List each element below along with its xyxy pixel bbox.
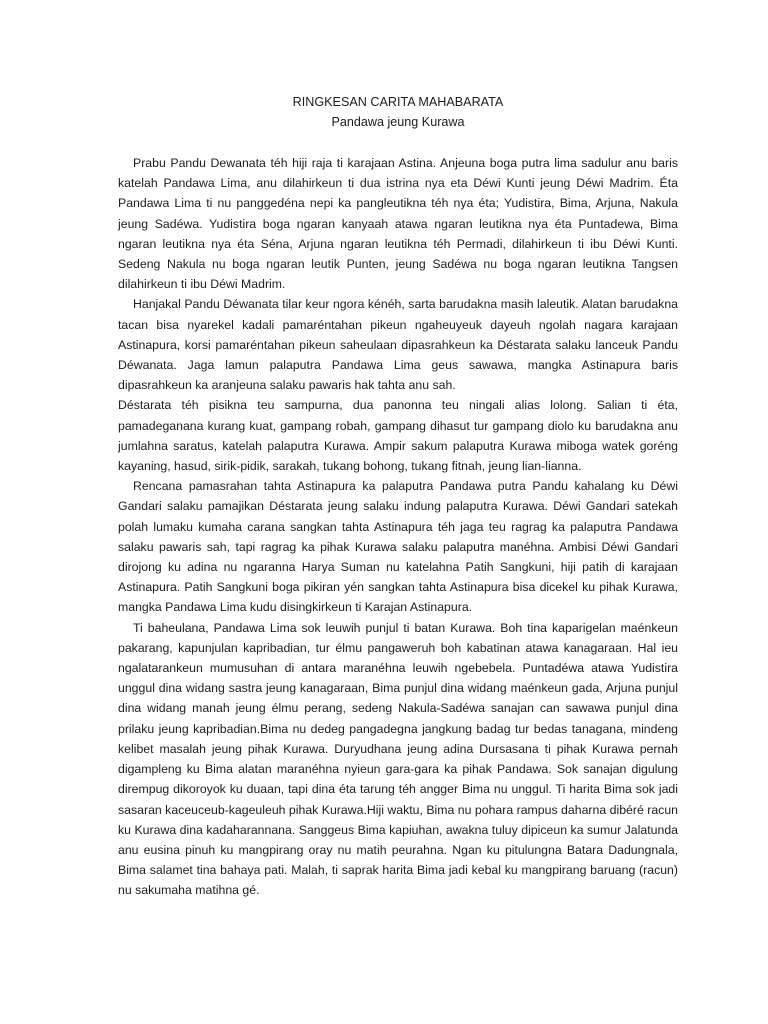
document-subtitle: Pandawa jeung Kurawa	[331, 115, 465, 129]
document-page	[118, 92, 678, 901]
paragraph-2: Hanjakal Pandu Déwanata tilar keur ngora kénéh, sarta barudakna masih laleutik. Alatan barudakna tacan bisa nyarekel kadali pamaréntahan pikeun ngaheuyeuk dayeuh ngolah nagara karajaan Astinapura, korsi pamaréntahan pikeun saheulaan dipasrahkeun ka Déstarata salaku lanceuk Pandu Déwanata. Jaga lamun palaputra Pandawa Lima geus sawawa, mangka Astinapura baris dipasrahkeun ka aranjeuna salaku pawaris hak tahta anu sah.	[118, 297, 678, 393]
paragraph-4: Rencana pamasrahan tahta Astinapura ka palaputra Pandawa putra Pandu kahalang ku Déwi Gandari salaku pamajikan Déstarata jeung salaku indung palaputra Kurawa. Déwi Gandari satekah polah lumaku kumaha carana sangkan tahta Astinapura téh jaga teu ragrag ka palaputra Pandawa salaku pawaris sah, tapi ragrag ka pihak Kurawa salaku palaputra manéhna. Ambisi Déwi Gandari dirojong ku adina nu ngaranna Harya Suman nu katelahna Patih Sangkuni, hiji patih di karajaan Astinapura. Patih Sangkuni boga pikiran yén sangkan tahta Astinapura bisa dicekel ku pihak Kurawa, mangka Pandawa Lima kudu disingkirkeun ti Karajan Astinapura.	[118, 479, 678, 615]
document-title: RINGKESAN CARITA MAHABARATA	[292, 95, 504, 109]
paragraph-1: Prabu Pandu Dewanata téh hiji raja ti karajaan Astina. Anjeuna boga putra lima sadulur anu baris katelah Pandawa Lima, anu dilahirkeun ti dua istrina nya eta Déwi Kunti jeung Déwi Madrim. Éta Pandawa Lima ti nu panggedéna nepi ka pangleutikna téh nya éta; Yudistira, Bima, Arjuna, Nakula jeung Sadéwa. Yudistira boga ngaran kanyaah atawa ngaran leutikna nya éta Puntadewa, Bima ngaran leutikna nya éta Séna, Arjuna ngaran leutikna téh Permadi, dilahirkeun ti ibu Déwi Kunti. Sedeng Nakula nu boga ngaran leutik Punten, jeung Sadéwa nu boga ngaran leutikna Tangsen dilahirkeun ti ibu Déwi Madrim.	[118, 156, 678, 292]
paragraph-3: Déstarata téh pisikna teu sampurna, dua panonna teu ningali alias lolong. Salian ti éta, pamadeganana kurang kuat, gampang robah, gampang dihasut tur gampang diolo ku barudakna anu jumlahna saratus, katelah palaputra Kurawa. Ampir sakum palaputra Kurawa miboga watek goréng kayaning, hasud, sirik-pidik, sarakah, tukang bohong, tukang fitnah, jeung lian-lianna.	[118, 398, 678, 474]
paragraph-5: Ti baheulana, Pandawa Lima sok leuwih punjul ti batan Kurawa. Boh tina kaparigelan maénkeun pakarang, kapunjulan kapribadian, tur élmu pangaweruh boh kabatinan atawa kanagaraan. Hal ieu ngalatarankeun mumusuhan di antara maranéhna leuwih ngebebela. Puntadéwa atawa Yudistira unggul dina widang sastra jeung kanagaraan, Bima punjul dina widang maénkeun gada, Arjuna punjul dina widang manah jeung élmu perang, sedeng Nakula-Sadéwa sanajan can sawawa punjul dina prilaku jeung kapribadian.Bima nu dedeg pangadegna jangkung badag tur bedas tanagana, mindeng kelibet masalah jeung pihak Kurawa. Duryudhana jeung adina Dursasana ti pihak Kurawa pernah digampleng ku Bima alatan maranéhna nyieun gara-gara ka pihak Pandawa. Sok sanajan digulung dirempug dikoroyok ku duaan, tapi dina éta tarung téh angger Bima nu unggul. Ti harita Bima sok jadi sasaran kaceuceub-kageuleuh pihak Kurawa.Hiji waktu, Bima nu pohara rampus daharna dibéré racun ku Kurawa dina kadaharannana. Sanggeus Bima kapiuhan, awakna tuluy dipiceun ka sumur Jalatunda anu eusina pinuh ku mangpirang oray nu matih peurahna. Ngan ku pitulungna Batara Dadungnala, Bima salamet tina bahaya pati. Malah, ti saprak harita Bima jadi kebal ku mangpirang baruang (racun) nu sakumaha matihna gé.	[118, 620, 678, 898]
